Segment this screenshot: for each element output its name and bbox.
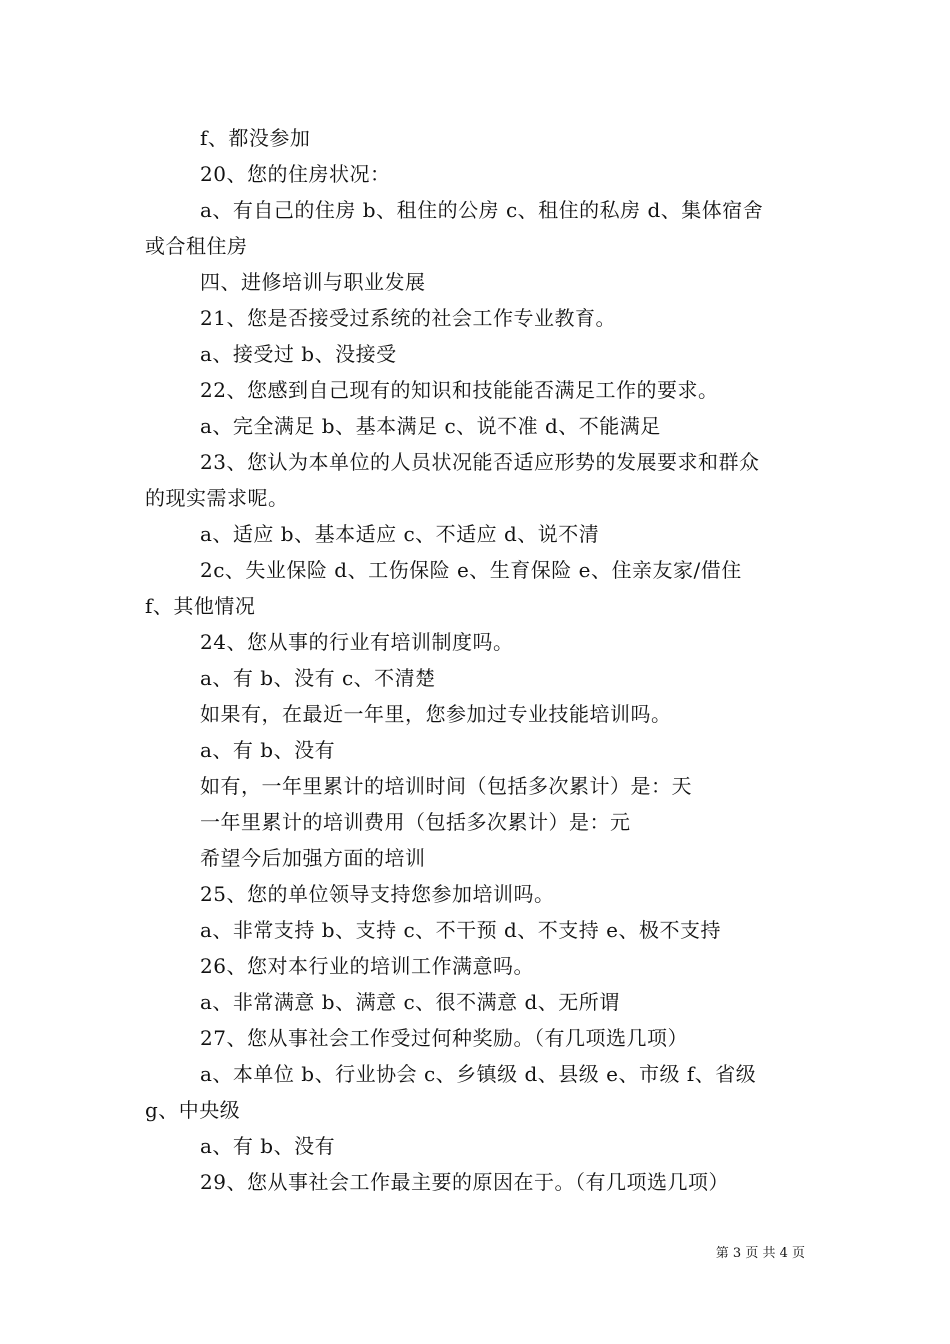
question-22: 22、您感到自己现有的知识和技能能否满足工作的要求。: [200, 378, 719, 402]
question-23: 23、您认为本单位的人员状况能否适应形势的发展要求和群众: [200, 450, 760, 474]
section-heading: 四、进修培训与职业发展: [200, 270, 426, 294]
question-24: 24、您从事的行业有培训制度吗。: [200, 630, 514, 654]
question-23-continued: 的现实需求呢。: [145, 486, 289, 510]
training-cost-line: 一年里累计的培训费用（包括多次累计）是：元: [200, 810, 631, 834]
question-21: 21、您是否接受过系统的社会工作专业教育。: [200, 306, 616, 330]
option-line: a、有 b、没有 c、不清楚: [200, 666, 436, 690]
option-line: 2c、失业保险 d、工伤保险 e、生育保险 e、住亲友家/借住: [200, 558, 742, 582]
option-line: a、本单位 b、行业协会 c、乡镇级 d、县级 e、市级 f、省级: [200, 1062, 757, 1086]
training-wish-line: 希望今后加强方面的培训: [200, 846, 426, 870]
option-line: a、有 b、没有: [200, 738, 336, 762]
question-29: 29、您从事社会工作最主要的原因在于。（有几项选几项）: [200, 1170, 729, 1194]
option-line: a、有自己的住房 b、租住的公房 c、租住的私房 d、集体宿舍: [200, 198, 764, 222]
option-line: a、有 b、没有: [200, 1134, 336, 1158]
option-line: a、适应 b、基本适应 c、不适应 d、说不清: [200, 522, 600, 546]
training-time-line: 如有，一年里累计的培训时间（包括多次累计）是：天: [200, 774, 692, 798]
question-24-followup: 如果有，在最近一年里，您参加过专业技能培训吗。: [200, 702, 672, 726]
option-line: a、接受过 b、没接受: [200, 342, 397, 366]
option-line: a、非常满意 b、满意 c、很不满意 d、无所谓: [200, 990, 620, 1014]
option-line-continued: g、中央级: [145, 1098, 241, 1122]
option-line: a、完全满足 b、基本满足 c、说不准 d、不能满足: [200, 414, 661, 438]
question-20: 20、您的住房状况：: [200, 162, 391, 186]
option-line-continued: 或合租住房: [145, 234, 248, 258]
option-line: a、非常支持 b、支持 c、不干预 d、不支持 e、极不支持: [200, 918, 721, 942]
option-line: f、都没参加: [200, 126, 311, 150]
page-number-footer: 第 3 页 共 4 页: [715, 1246, 805, 1261]
body-text: [145, 120, 810, 1200]
question-27: 27、您从事社会工作受过何种奖励。（有几项选几项）: [200, 1026, 688, 1050]
option-line-continued: f、其他情况: [145, 594, 256, 618]
question-25: 25、您的单位领导支持您参加培训吗。: [200, 882, 555, 906]
question-26: 26、您对本行业的培训工作满意吗。: [200, 954, 534, 978]
